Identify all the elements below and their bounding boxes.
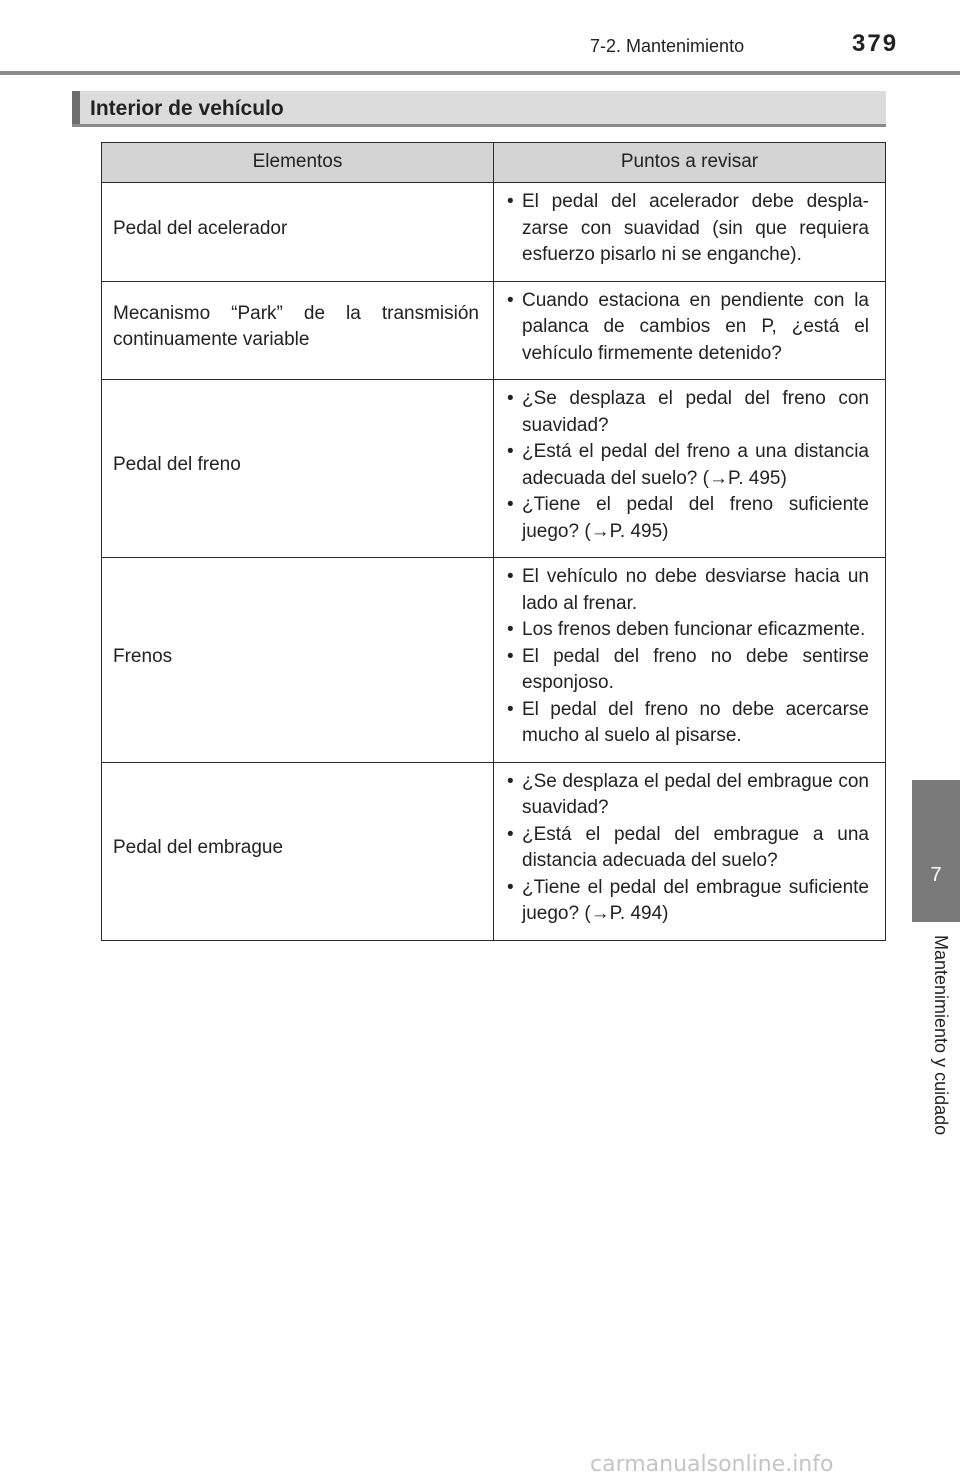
- table-row: [102, 762, 886, 940]
- check-point: • ¿Está el pedal del embrague a una distancia adecuada del suelo?: [507, 823, 869, 871]
- check-point: • El vehículo no debe desviarse hacia un lado al frenar.: [507, 566, 869, 614]
- row-points-cell: [494, 183, 886, 282]
- row-item-cell: Mecanismo “Park” de la transmisión continuamente variable: [102, 281, 494, 380]
- row-points-cell: [494, 281, 886, 380]
- bullet-icon: •: [507, 388, 514, 409]
- row-item-cell: Frenos: [102, 558, 494, 763]
- check-point: • ¿Está el pedal del freno a una distancia adecuada del suelo? (→P. 495): [507, 441, 869, 489]
- bullet-icon: •: [507, 441, 514, 462]
- chapter-tab: [912, 780, 960, 922]
- bullet-icon: •: [507, 698, 514, 720]
- table-header-row: [102, 143, 886, 183]
- site-watermark: carmanualsonline.info: [590, 1452, 834, 1477]
- bullet-icon: •: [507, 619, 514, 640]
- check-points-list: [508, 564, 869, 750]
- check-points-list: [508, 769, 869, 928]
- row-points-cell: [494, 380, 886, 558]
- bullet-icon: •: [507, 289, 514, 311]
- bullet-icon: •: [507, 876, 514, 898]
- inspection-table: [101, 142, 886, 941]
- check-point: • El pedal del freno no debe acercarse mucho al suelo al pisarse.: [507, 698, 869, 746]
- section-title: Interior de vehículo: [90, 97, 284, 120]
- check-point: • ¿Se desplaza el pedal del embrague con suavidad?: [507, 770, 869, 818]
- bullet-icon: •: [507, 566, 514, 587]
- check-point: • El pedal del acelerador debe desplazarse con suavidad (sin que requiera esfuerzo pisarlo ni se enganche).: [507, 191, 869, 265]
- section-heading-bar: [72, 91, 886, 127]
- check-point: • Cuando estaciona en pendiente con la palanca de cambios en P, ¿está el vehículo firmemente detenido?: [507, 289, 869, 364]
- chapter-number: 7: [930, 864, 942, 886]
- running-header-section: 7-2. Mantenimiento: [590, 36, 745, 56]
- table-row: [102, 281, 886, 380]
- header-divider: [0, 71, 960, 75]
- bullet-icon: •: [507, 770, 514, 792]
- check-point: • Los frenos deben funcionar eficazmente.: [508, 617, 869, 644]
- table-row: [102, 380, 886, 558]
- table-row: [102, 183, 886, 282]
- column-header-elements: Elementos: [102, 143, 494, 183]
- bullet-icon: •: [507, 191, 514, 212]
- check-point: • ¿Tiene el pedal del embrague suficiente juego? (→P. 494): [507, 876, 869, 924]
- bullet-icon: •: [507, 823, 514, 845]
- row-item-cell: Pedal del freno: [102, 380, 494, 558]
- check-point: • ¿Se desplaza el pedal del freno con suavidad?: [507, 388, 869, 436]
- section-heading-accent: [72, 91, 80, 124]
- bullet-icon: •: [507, 645, 514, 667]
- check-points-list: [508, 189, 869, 269]
- page-number: 379: [852, 30, 899, 57]
- row-points-cell: [494, 558, 886, 763]
- check-point: • El pedal del freno no debe sentirse esponjoso.: [507, 645, 869, 693]
- check-point: • ¿Tiene el pedal del freno suficiente juego? (→P. 495): [507, 494, 869, 542]
- chapter-title: Mantenimiento y cuidado: [931, 935, 951, 1136]
- row-points-cell: [494, 762, 886, 940]
- column-header-points: Puntos a revisar: [494, 143, 886, 183]
- row-item-cell: Pedal del embrague: [102, 762, 494, 940]
- table-row: [102, 558, 886, 763]
- check-points-list: [508, 288, 869, 368]
- check-points-list: [508, 386, 869, 545]
- row-item-cell: Pedal del acelerador: [102, 183, 494, 282]
- bullet-icon: •: [507, 494, 514, 515]
